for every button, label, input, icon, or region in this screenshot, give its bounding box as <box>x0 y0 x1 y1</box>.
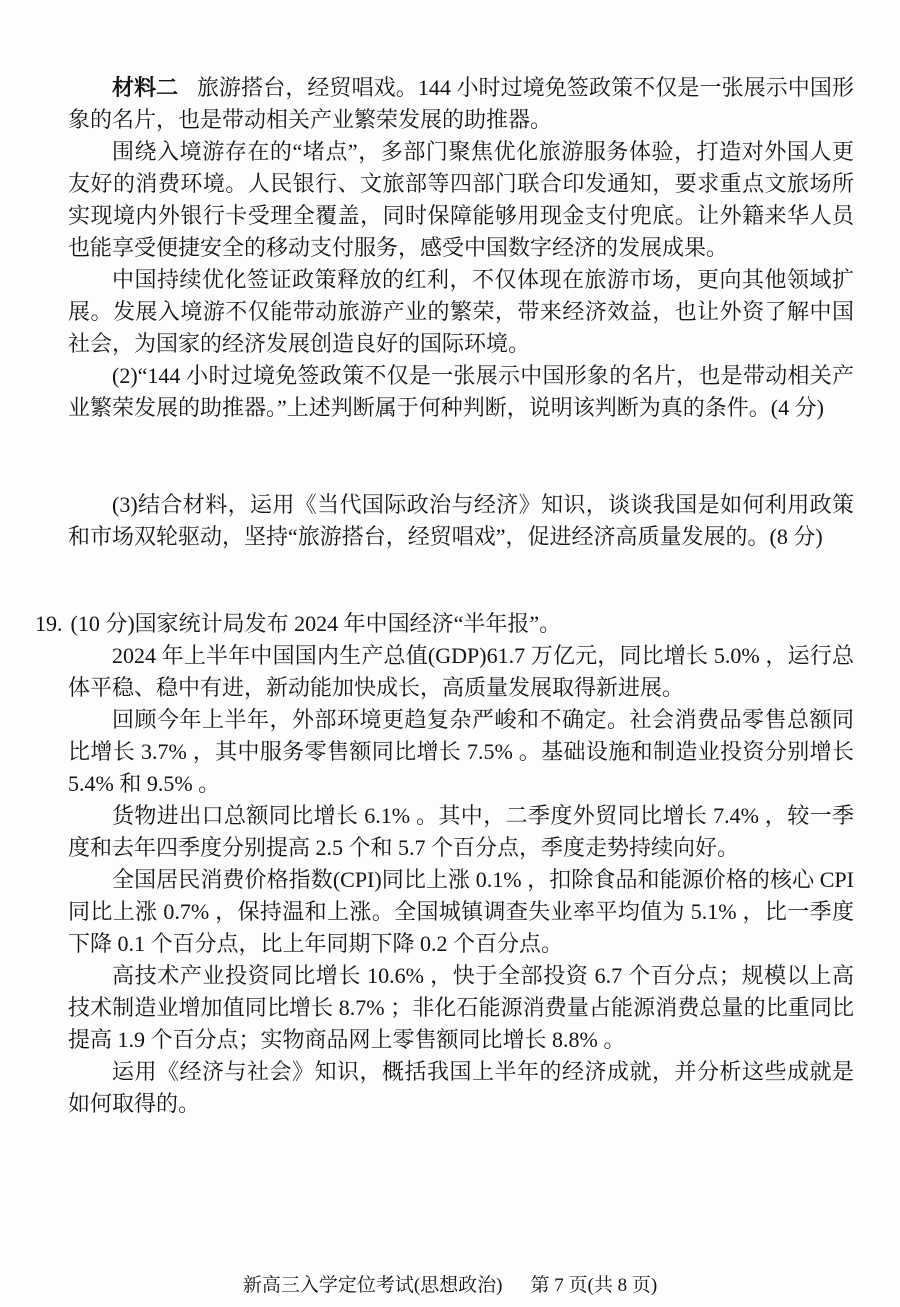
question-19-paragraph-3: 货物进出口总额同比增长 6.1% 。其中，二季度外贸同比增长 7.4% ，较一季度和去年四季度分别提高 2.5 个和 5.7 个百分点，季度走势持续向好。 <box>68 803 854 860</box>
answer-space-question-3 <box>68 553 854 608</box>
footer-page-number: 第 7 页(共 8 页) <box>530 1275 658 1296</box>
question-19-intro: (10 分)国家统计局发布 2024 年中国经济“半年报”。 <box>70 611 562 636</box>
question-19-heading <box>35 608 854 640</box>
material2-paragraph-1: 围绕入境游存在的“堵点”，多部门聚焦优化旅游服务体验，打造对外国人更友好的消费环境。人民银行、文旅部等四部门联合印发通知，要求重点文旅场所实现境内外银行卡受理全覆盖，同时保障能够用现金支付兜底。让外籍来华人员也能享受便捷安全的移动支付服务，感受中国数字经济的发展成果。 <box>68 139 854 260</box>
material2-intro-text: 旅游搭台，经贸唱戏。144 小时过境免签政策不仅是一张展示中国形象的名片，也是带动相关产业繁荣发展的助推器。 <box>68 75 854 132</box>
page-footer <box>0 1275 900 1297</box>
material2-label: 材料二 <box>112 75 179 100</box>
footer-exam-name: 新高三入学定位考试(思想政治) <box>242 1275 503 1296</box>
question-3-text: (3)结合材料，运用《当代国际政治与经济》知识，谈谈我国是如何利用政策和市场双轮驱动，坚持“旅游搭台，经贸唱戏”，促进经济高质量发展的。(8 分) <box>68 492 854 549</box>
question-19-task: 运用《经济与社会》知识，概括我国上半年的经济成就，并分析这些成就是如何取得的。 <box>68 1059 854 1116</box>
material2-paragraph-2: 中国持续优化签证政策释放的红利，不仅体现在旅游市场，更向其他领域扩展。发展入境游不仅能带动旅游产业的繁荣，带来经济效益，也让外资了解中国社会，为国家的经济发展创造良好的国际环境。 <box>68 267 854 356</box>
question-19 <box>35 608 854 1120</box>
page-content <box>35 72 854 1120</box>
question-2-text: (2)“144 小时过境免签政策不仅是一张展示中国形象的名片，也是带动相关产业繁荣发展的助推器。”上述判断属于何种判断，说明该判断为真的条件。(4 分) <box>68 363 854 420</box>
answer-space-question-2 <box>68 424 854 489</box>
question-19-paragraph-4: 全国居民消费价格指数(CPI)同比上涨 0.1% ，扣除食品和能源价格的核心 CPI 同比上涨 0.7% ，保持温和上涨。全国城镇调查失业率平均值为 5.1% ，比一季度下降 0.1 个百分点，比上年同期下降 0.2 个百分点。 <box>68 867 854 956</box>
question-19-number: 19. <box>35 611 63 636</box>
question-19-paragraph-5: 高技术产业投资同比增长 10.6% ，快于全部投资 6.7 个百分点；规模以上高技术制造业增加值同比增长 8.7% ；非化石能源消费量占能源消费总量的比重同比提高 1.9 个百分点；实物商品网上零售额同比增长 8.8% 。 <box>68 963 854 1052</box>
question-19-paragraph-1: 2024 年上半年中国国内生产总值(GDP)61.7 万亿元，同比增长 5.0% ，运行总体平稳、稳中有进，新动能加快成长，高质量发展取得新进展。 <box>68 643 854 700</box>
material2-intro-paragraph <box>68 72 854 136</box>
question-19-paragraph-2: 回顾今年上半年，外部环境更趋复杂严峻和不确定。社会消费品零售总额同比增长 3.7% ，其中服务零售额同比增长 7.5% 。基础设施和制造业投资分别增长 5.4% 和 9.5% 。 <box>68 707 854 796</box>
